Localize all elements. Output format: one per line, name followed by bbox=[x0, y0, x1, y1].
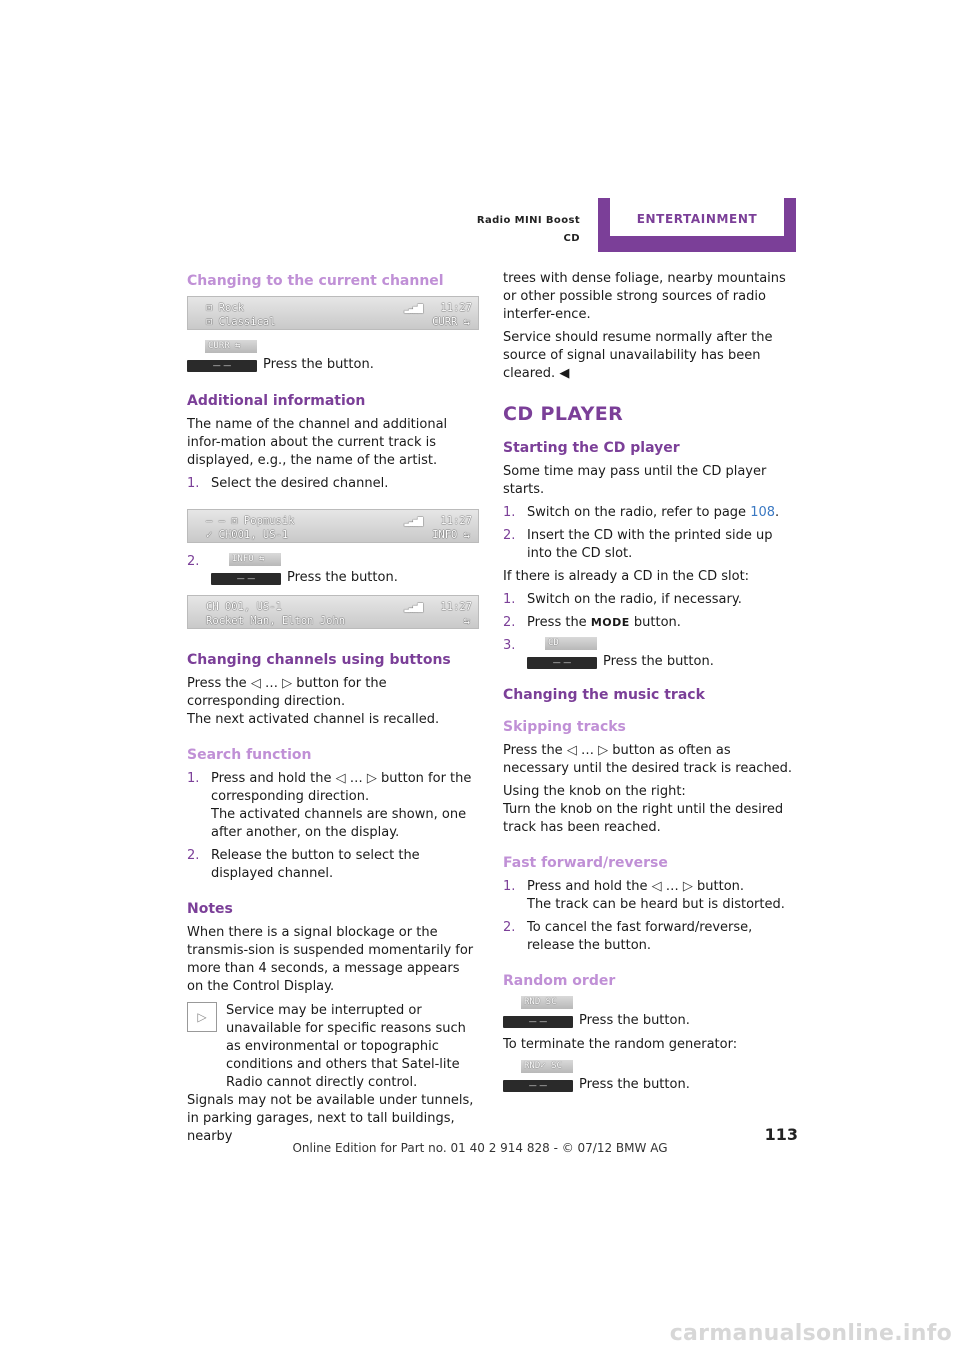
step-search-2 bbox=[187, 847, 479, 883]
display-line-2: ⊡ Classical bbox=[206, 316, 276, 328]
right-column bbox=[503, 270, 795, 1100]
heading-starting-cd: Starting the CD player bbox=[503, 440, 680, 456]
arrow-left-icon: ◁ bbox=[566, 743, 577, 758]
display-softkey-label: ⇆ bbox=[463, 615, 470, 627]
arrow-left-icon: ◁ bbox=[335, 771, 346, 786]
left-column bbox=[187, 270, 479, 1151]
paragraph-notes: When there is a signal blockage or the transmis-sion is suspended momentarily for more than 4 seconds, a message appears on the Control Display. bbox=[187, 925, 474, 994]
display-line-2: ✓ CH001, US-1 bbox=[206, 529, 289, 541]
arrow-left-icon: ◁ bbox=[250, 676, 261, 691]
text: The track can be heard but is distorted. bbox=[527, 897, 785, 912]
note-block bbox=[187, 1002, 479, 1092]
softkey-curr-text: Press the button. bbox=[263, 357, 374, 372]
step-text bbox=[527, 878, 795, 914]
heading-changing-channels: Changing channels using buttons bbox=[187, 652, 451, 668]
display-line-1: ⊡ Rock bbox=[206, 302, 244, 314]
end-mark-icon: ◀ bbox=[559, 366, 570, 381]
display-time: 11:27 bbox=[440, 601, 472, 613]
text: . bbox=[775, 505, 780, 520]
text: Press and hold the bbox=[527, 879, 648, 894]
step-already-3 bbox=[503, 637, 795, 669]
display-time: 11:27 bbox=[440, 515, 472, 527]
step-ff-1 bbox=[503, 878, 795, 914]
paragraph-terminate: To terminate the random generator: bbox=[503, 1037, 738, 1052]
ellipsis: … bbox=[665, 879, 679, 894]
arrow-right-icon: ▷ bbox=[282, 676, 293, 691]
paragraph-changing-channels bbox=[187, 675, 479, 729]
step-number: 3. bbox=[503, 638, 516, 653]
step-number: 1. bbox=[187, 771, 200, 786]
chapter-tab-label: ENTERTAINMENT bbox=[610, 198, 784, 236]
watermark: carmanualsonline.info bbox=[669, 1321, 952, 1346]
softkey-info-button[interactable]: — — bbox=[211, 573, 281, 585]
step-text: Release the button to select the displayed channel. bbox=[211, 848, 420, 881]
step-number: 1. bbox=[503, 505, 516, 520]
softkey-random-off-label: RND✓ SC bbox=[521, 1060, 573, 1073]
display-softkey-label: CURR ⇆ bbox=[432, 316, 470, 328]
softkey-random-off-text: Press the button. bbox=[579, 1077, 690, 1092]
softkey-info-label: INFO ⇆ bbox=[229, 553, 281, 566]
control-display-artist bbox=[187, 595, 479, 629]
text: Turn the knob on the right until the desired track has been reached. bbox=[503, 802, 784, 835]
heading-skipping-tracks: Skipping tracks bbox=[503, 719, 626, 735]
softkey-random-off-button[interactable]: — — bbox=[503, 1080, 573, 1092]
softkey-random-button[interactable]: — — bbox=[503, 1016, 573, 1028]
text: Press the bbox=[187, 676, 247, 691]
text: button as often as necessary until the desired track is reached. bbox=[503, 743, 793, 776]
display-softkey-label: INFO ⇆ bbox=[432, 529, 470, 541]
step-number: 1. bbox=[187, 476, 200, 491]
heading-fast-forward: Fast forward/reverse bbox=[503, 855, 668, 871]
step-press-info bbox=[187, 553, 479, 585]
step-ff-2 bbox=[503, 919, 795, 955]
step-start-2 bbox=[503, 527, 795, 563]
paragraph-knob bbox=[503, 783, 795, 837]
softkey-cd bbox=[527, 637, 714, 669]
step-text: To cancel the fast forward/reverse, release the button. bbox=[527, 920, 753, 953]
softkey-curr-label: CURR ⇆ bbox=[205, 340, 257, 353]
heading-current-channel: Changing to the current channel bbox=[187, 273, 444, 289]
paragraph-additional-info: The name of the channel and additional infor-mation about the current track is displayed, e.g., the name of the artist. bbox=[187, 417, 448, 468]
chapter-tab[interactable] bbox=[598, 198, 796, 252]
step-search-1 bbox=[187, 770, 479, 842]
step-text: Select the desired channel. bbox=[211, 476, 389, 491]
display-line-2: Rocket Man, Elton John bbox=[206, 615, 346, 627]
softkey-random-label: RND SC bbox=[521, 996, 573, 1009]
text: Press the bbox=[503, 743, 563, 758]
text: Service should resume normally after the source of signal unavailability has been cleared. bbox=[503, 330, 773, 381]
heading-search-function: Search function bbox=[187, 747, 312, 763]
softkey-random-text: Press the button. bbox=[579, 1013, 690, 1028]
paragraph-signals: Signals may not be available under tunnels, in parking garages, next to tall buildings, nearby bbox=[187, 1093, 474, 1144]
note-icon: ▷ bbox=[187, 1002, 217, 1032]
running-header-section: Radio MINI Boost CD bbox=[476, 215, 580, 244]
step-text: Switch on the radio, if necessary. bbox=[527, 592, 742, 607]
softkey-random bbox=[503, 996, 795, 1028]
mode-button-label: MODE bbox=[590, 616, 630, 629]
step-number: 2. bbox=[503, 615, 516, 630]
softkey-curr bbox=[187, 340, 479, 372]
step-select-channel bbox=[187, 475, 479, 493]
ellipsis: … bbox=[264, 676, 278, 691]
softkey-info bbox=[211, 553, 398, 585]
control-display-info bbox=[187, 509, 479, 543]
display-line-1: CH 001, US-1 bbox=[206, 601, 282, 613]
step-text bbox=[527, 504, 795, 522]
heading-random-order: Random order bbox=[503, 973, 616, 989]
text: The next activated channel is recalled. bbox=[187, 712, 440, 727]
softkey-cd-text: Press the button. bbox=[603, 654, 714, 669]
signal-strength-icon: ▂▃▅▇ bbox=[404, 304, 422, 314]
ellipsis: … bbox=[580, 743, 594, 758]
text: Press and hold the bbox=[211, 771, 332, 786]
step-number: 1. bbox=[503, 879, 516, 894]
softkey-cd-button[interactable]: — — bbox=[527, 657, 597, 669]
step-text bbox=[527, 614, 795, 632]
text: Switch on the radio, refer to page bbox=[527, 505, 747, 520]
heading-notes: Notes bbox=[187, 901, 233, 917]
step-text: Insert the CD with the printed side up into the CD slot. bbox=[527, 528, 773, 561]
step-already-1 bbox=[503, 591, 795, 609]
footer-edition: Online Edition for Part no. 01 40 2 914 828 - © 07/12 BMW AG bbox=[292, 1141, 668, 1155]
ellipsis: … bbox=[349, 771, 363, 786]
step-number: 2. bbox=[187, 848, 200, 863]
page-reference-link[interactable]: 108 bbox=[750, 505, 776, 520]
text: button. bbox=[633, 615, 681, 630]
paragraph-service-resume bbox=[503, 329, 795, 383]
step-number: 2. bbox=[187, 554, 200, 569]
paragraph-already-cd: If there is already a CD in the CD slot: bbox=[503, 569, 750, 584]
softkey-info-text: Press the button. bbox=[287, 570, 398, 585]
control-display-current bbox=[187, 296, 479, 330]
signal-strength-icon: ▂▃▅▇ bbox=[404, 517, 422, 527]
heading-changing-track: Changing the music track bbox=[503, 687, 705, 703]
note-text: Service may be interrupted or unavailable for specific reasons such as environmental or topographic conditions and others that Satel-lite Radio cannot directly control. bbox=[226, 1003, 466, 1090]
paragraph-continued: trees with dense foliage, nearby mountains or other possible strong sources of radio interfer-ence. bbox=[503, 271, 786, 322]
text: button for the corresponding direction. bbox=[187, 676, 387, 709]
softkey-curr-button[interactable]: — — bbox=[187, 360, 257, 372]
step-number: 1. bbox=[503, 592, 516, 607]
step-already-2 bbox=[503, 614, 795, 632]
arrow-left-icon: ◁ bbox=[651, 879, 662, 894]
text: Press the bbox=[527, 615, 587, 630]
display-line-1: – – ⊡ Popmusik bbox=[206, 515, 295, 527]
arrow-right-icon: ▷ bbox=[598, 743, 609, 758]
step-number: 2. bbox=[503, 920, 516, 935]
step-number: 2. bbox=[503, 528, 516, 543]
text: button. bbox=[697, 879, 745, 894]
text: button for the corresponding direction. bbox=[211, 771, 472, 804]
heading-cd-player: CD PLAYER bbox=[503, 403, 624, 425]
step-start-1 bbox=[503, 504, 795, 522]
arrow-right-icon: ▷ bbox=[366, 771, 377, 786]
step-text bbox=[211, 770, 479, 842]
arrow-right-icon: ▷ bbox=[682, 879, 693, 894]
paragraph-starting-cd: Some time may pass until the CD player starts. bbox=[503, 464, 767, 497]
text: The activated channels are shown, one after another, on the display. bbox=[211, 807, 467, 840]
page-number: 113 bbox=[764, 1125, 798, 1144]
softkey-random-off bbox=[503, 1060, 795, 1092]
paragraph-skipping bbox=[503, 742, 795, 778]
text: Using the knob on the right: bbox=[503, 784, 686, 799]
heading-additional-info: Additional information bbox=[187, 393, 366, 409]
softkey-cd-label: CD bbox=[545, 637, 597, 650]
display-time: 11:27 bbox=[440, 302, 472, 314]
signal-strength-icon: ▂▃▅▇ bbox=[404, 603, 422, 613]
